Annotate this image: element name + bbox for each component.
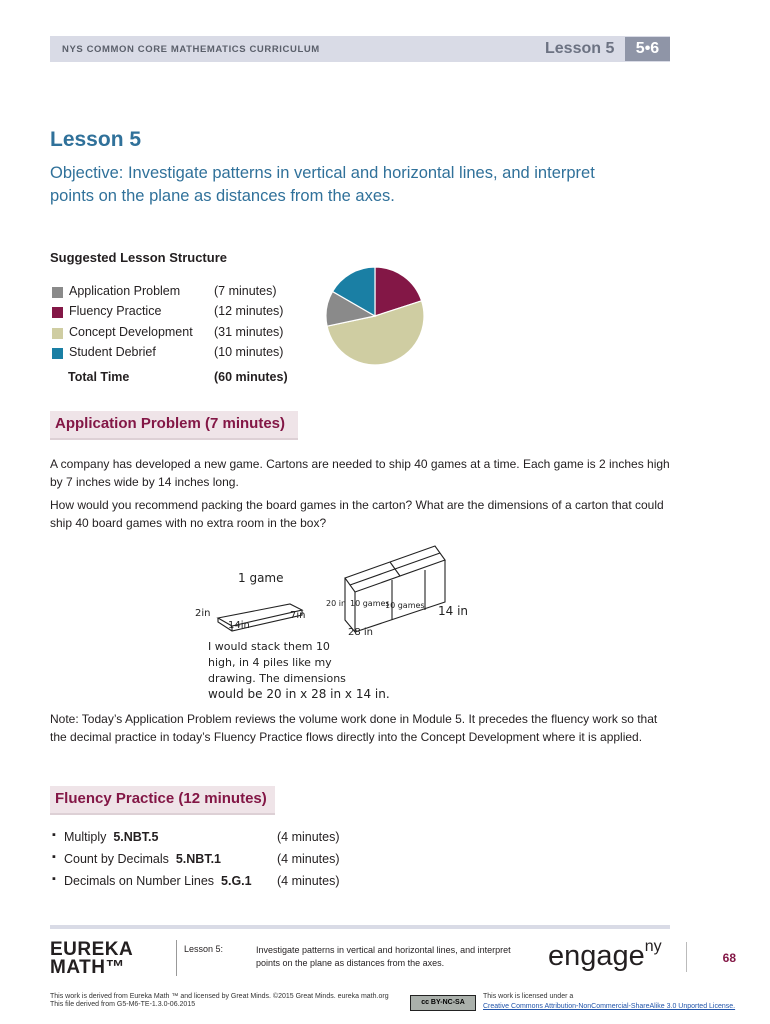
box-length-label: 14 in <box>438 604 469 618</box>
section-heading-text: Application Problem (7 minutes) <box>55 415 286 432</box>
answer-line-2: high, in 4 piles like my <box>208 656 332 669</box>
copyright-line-1: This work is derived from Eureka Math ™ and licensed by Great Minds. ©2015 Great Minds. eureka math.org <box>50 993 389 1000</box>
page-number: 68 <box>722 951 736 965</box>
fluency-item-name: Multiply <box>64 830 107 844</box>
structure-row-debrief <box>52 345 312 365</box>
fluency-item-name: Decimals on Number Lines <box>64 874 215 888</box>
fluency-item-name: Count by Decimals <box>64 852 169 866</box>
structure-name: Concept Development <box>69 325 193 339</box>
math-word: MATH™ <box>50 957 125 978</box>
license-link[interactable]: Creative Commons Attribution-NonCommercial-ShareAlike 3.0 Unported License. <box>483 1003 736 1010</box>
answer-line-4: would be 20 in x 28 in x 14 in. <box>208 687 390 701</box>
one-game-label: 1 game <box>238 571 284 585</box>
fluency-item-time: (4 minutes) <box>277 852 340 866</box>
swatch <box>52 348 63 359</box>
curriculum-label: NYS COMMON CORE MATHEMATICS CURRICULUM <box>62 44 320 55</box>
lesson-structure-pie <box>325 266 425 366</box>
answer-line-1: I would stack them 10 <box>208 640 330 653</box>
fluency-item-time: (4 minutes) <box>277 830 340 844</box>
footer-divider <box>176 940 177 976</box>
footer-description: Investigate patterns in vertical and horizontal lines, and interpret points on the plane as distances from the axes. <box>256 945 511 968</box>
fluency-item <box>52 874 372 894</box>
structure-time: (12 minutes) <box>214 304 284 318</box>
box-width-label: 28 in <box>348 627 374 638</box>
total-time: (60 minutes) <box>214 370 288 384</box>
application-problem-heading <box>50 411 298 440</box>
cc-license-badge: cc BY-NC-SA <box>410 995 476 1011</box>
copyright-line-2: This file derived from G5-M6-TE-1.3.0-06.2015 <box>50 1001 196 1008</box>
structure-name: Student Debrief <box>69 345 156 359</box>
swatch <box>52 287 63 298</box>
engageny-logo <box>548 940 662 973</box>
structure-name: Fluency Practice <box>69 304 162 318</box>
ny-word: ny <box>644 938 662 955</box>
fluency-item-time: (4 minutes) <box>277 874 340 888</box>
structure-name: Application Problem <box>69 284 181 298</box>
page-title: Lesson 5 <box>50 128 142 151</box>
engage-word: engage <box>548 940 645 972</box>
license-line-1: This work is licensed under a <box>483 993 574 1000</box>
student-work-sketch <box>180 540 490 705</box>
eureka-math-logo <box>50 941 133 977</box>
bullet-icon: ▪ <box>52 829 56 841</box>
answer-line-3: drawing. The dimensions <box>208 672 346 685</box>
fluency-practice-heading <box>50 786 275 815</box>
fluency-item <box>52 830 372 850</box>
fluency-item-code: 5.G.1 <box>221 874 252 888</box>
grade-module-badge: 5•6 <box>625 37 670 61</box>
length-label: 14in <box>228 620 250 631</box>
bullet-icon: ▪ <box>52 873 56 885</box>
structure-title: Suggested Lesson Structure <box>50 250 227 265</box>
bullet-icon: ▪ <box>52 851 56 863</box>
application-note: Note: Today’s Application Problem reviews the volume work done in Module 5. It precedes the fluency work so that the decimal practice in today’s Fluency Practice flows directly into the Concept Development where it is applied. <box>50 712 658 744</box>
footer-lesson: Lesson 5: <box>184 944 224 954</box>
application-paragraph-2: How would you recommend packing the board games in the carton? What are the dimensions of a carton that could ship 40 board games with no extra room in the box? <box>50 498 664 530</box>
height-label: 2in <box>195 608 211 619</box>
structure-row-application <box>52 284 312 304</box>
application-paragraph-1: A company has developed a new game. Cartons are needed to ship 40 games at a time. Each game is 2 inches high by 7 inches wide by 14 inches long. <box>50 457 670 489</box>
stack-label-2: 10 games <box>385 601 425 610</box>
footer-rule <box>50 925 670 929</box>
box-height-label: 20 in <box>326 599 347 608</box>
fluency-item <box>52 852 372 872</box>
total-label: Total Time <box>68 370 130 384</box>
structure-time: (7 minutes) <box>214 284 277 298</box>
stack-label-1: 10 games <box>350 599 390 608</box>
fluency-item-code: 5.NBT.1 <box>175 852 222 866</box>
structure-row-concept <box>52 325 312 345</box>
header-lesson: Lesson 5 <box>545 40 615 57</box>
swatch <box>52 328 63 339</box>
width-label: 7in <box>290 610 306 621</box>
objective: Objective: Investigate patterns in vertical and horizontal lines, and interpret points on the plane as distances from the axes. <box>50 164 595 205</box>
fluency-item-code: 5.NBT.5 <box>113 830 159 844</box>
structure-time: (31 minutes) <box>214 325 284 339</box>
structure-row-fluency <box>52 304 312 324</box>
structure-time: (10 minutes) <box>214 345 284 359</box>
swatch <box>52 307 63 318</box>
eureka-word: EUREKA <box>50 939 134 960</box>
section-heading-text: Fluency Practice (12 minutes) <box>55 790 267 807</box>
